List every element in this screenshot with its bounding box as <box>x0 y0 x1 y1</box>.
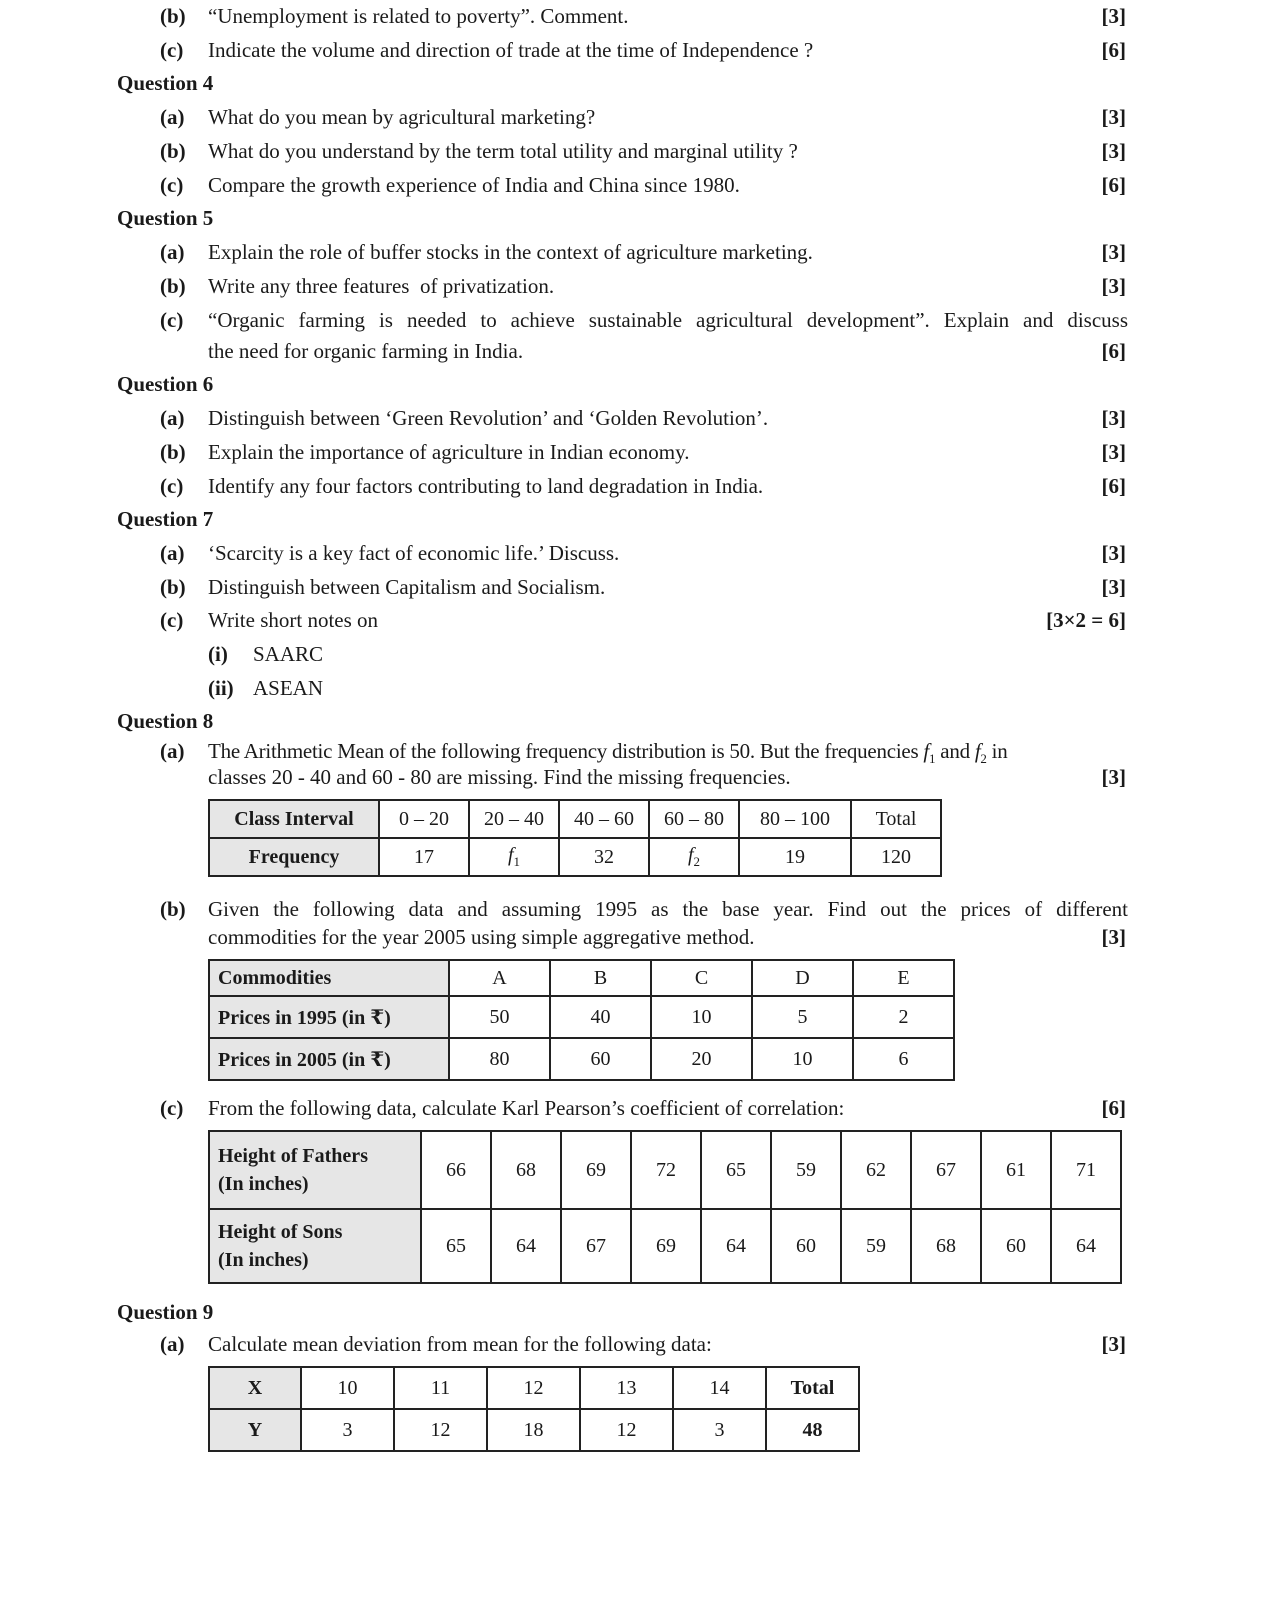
part-label: (c) <box>160 608 184 632</box>
part-marks: [3] <box>1101 440 1126 464</box>
subscript: 1 <box>513 854 521 869</box>
part-text: What do you understand by the term total utility and marginal utility ? <box>208 139 798 163</box>
table-cell: 60 <box>981 1209 1051 1283</box>
part-marks: [3] <box>1101 765 1126 789</box>
table-cell: 20 <box>651 1038 752 1080</box>
part-marks: [3] <box>1101 406 1126 430</box>
table-cell: 50 <box>449 996 550 1038</box>
table-cell: 80 – 100 <box>739 800 851 838</box>
table-cell <box>469 838 559 876</box>
part-marks: [3] <box>1101 575 1126 599</box>
table-cell: 12 <box>487 1367 580 1409</box>
part-text: Distinguish between Capitalism and Socialism. <box>208 575 606 599</box>
question-7-heading: Question 7 <box>117 507 214 531</box>
part-marks: [3] <box>1101 240 1126 264</box>
subscript: 2 <box>693 854 701 869</box>
table-cell: 6 <box>853 1038 954 1080</box>
table-cell: 120 <box>851 838 941 876</box>
table-cell: A <box>449 960 550 996</box>
part-text: Compare the growth experience of India and China since 1980. <box>208 173 740 197</box>
part-label: (a) <box>160 406 185 430</box>
part-label: (b) <box>160 139 186 163</box>
question-4-heading: Question 4 <box>117 71 214 95</box>
table-cell: 60 <box>550 1038 651 1080</box>
part-marks: [3×2 = 6] <box>1046 608 1126 632</box>
part-label: (a) <box>160 240 185 264</box>
part-label: (b) <box>160 575 186 599</box>
commodity-prices-table <box>208 959 955 1081</box>
part-label: (b) <box>160 4 186 28</box>
part-marks: [3] <box>1101 541 1126 565</box>
table-cell: 66 <box>421 1131 491 1209</box>
subpart-text: SAARC <box>253 642 324 666</box>
part-text: What do you mean by agricultural marketing? <box>208 105 596 129</box>
part-text: Distinguish between ‘Green Revolution’ and ‘Golden Revolution’. <box>208 406 769 430</box>
question-5-heading: Question 5 <box>117 206 214 230</box>
table-row <box>209 1367 859 1409</box>
part-text-continued: commodities for the year 2005 using simple aggregative method. <box>208 925 755 949</box>
table-row <box>209 1131 1121 1209</box>
table-row <box>209 1209 1121 1283</box>
part-marks: [3] <box>1101 1332 1126 1356</box>
var-f1: f <box>923 739 929 763</box>
table-cell: 69 <box>631 1209 701 1283</box>
var-f2: f <box>687 844 694 866</box>
part-text: “Unemployment is related to poverty”. Comment. <box>208 4 629 28</box>
table-cell: 60 <box>771 1209 841 1283</box>
table-header-cell: X <box>209 1367 301 1409</box>
table-cell: 67 <box>561 1209 631 1283</box>
table-cell: 12 <box>580 1409 673 1451</box>
part-label: (c) <box>160 474 184 498</box>
table-cell: 17 <box>379 838 469 876</box>
part-label: (c) <box>160 173 184 197</box>
part-label: (c) <box>160 38 184 62</box>
table-cell: 59 <box>771 1131 841 1209</box>
table-cell: 10 <box>651 996 752 1038</box>
part-marks: [6] <box>1101 38 1126 62</box>
table-cell: 72 <box>631 1131 701 1209</box>
subscript: 1 <box>929 751 936 767</box>
subpart-label: (ii) <box>208 676 234 700</box>
table-cell: B <box>550 960 651 996</box>
table-cell: E <box>853 960 954 996</box>
table-row <box>209 1038 954 1080</box>
table-cell: D <box>752 960 853 996</box>
part-marks: [6] <box>1101 1096 1126 1120</box>
table-cell: 2 <box>853 996 954 1038</box>
table-cell: 19 <box>739 838 851 876</box>
table-cell: 71 <box>1051 1131 1121 1209</box>
subpart-text: ASEAN <box>253 676 324 700</box>
part-marks: [6] <box>1101 474 1126 498</box>
table-cell: 59 <box>841 1209 911 1283</box>
table-cell: 13 <box>580 1367 673 1409</box>
table-cell: 12 <box>394 1409 487 1451</box>
table-header-cell: Frequency <box>209 838 379 876</box>
var-f2: f <box>974 739 981 763</box>
question-9-heading: Question 9 <box>117 1300 214 1324</box>
table-cell: 14 <box>673 1367 766 1409</box>
table-cell: 5 <box>752 996 853 1038</box>
table-header-cell: Class Interval <box>209 800 379 838</box>
table-cell: Total <box>766 1367 859 1409</box>
part-label: (b) <box>160 897 186 921</box>
table-header-cell <box>209 1131 421 1209</box>
part-label: (b) <box>160 440 186 464</box>
var-f1: f <box>507 844 514 866</box>
part-label: (b) <box>160 274 186 298</box>
table-cell: 80 <box>449 1038 550 1080</box>
part-text: Explain the role of buffer stocks in the context of agriculture marketing. <box>208 240 813 264</box>
part-text: Calculate mean deviation from mean for the following data: <box>208 1332 712 1356</box>
part-text: Identify any four factors contributing to land degradation in India. <box>208 474 764 498</box>
part-text: From the following data, calculate Karl Pearson’s coefficient of correlation: <box>208 1096 845 1120</box>
part-marks: [3] <box>1101 139 1126 163</box>
part-text: Indicate the volume and direction of trade at the time of Independence ? <box>208 38 814 62</box>
part-text-continued: classes 20 - 40 and 60 - 80 are missing. Find the missing frequencies. <box>208 765 791 789</box>
table-row <box>209 960 954 996</box>
table-header-cell: Commodities <box>209 960 449 996</box>
table-cell: 67 <box>911 1131 981 1209</box>
table-cell: 10 <box>301 1367 394 1409</box>
header-line: (In inches) <box>218 1249 309 1271</box>
table-cell: 61 <box>981 1131 1051 1209</box>
header-line: Height of Fathers <box>218 1145 368 1167</box>
text-segment: The Arithmetic Mean of the following frequency distribution is 50. But the frequencies <box>208 739 924 763</box>
table-cell: 3 <box>301 1409 394 1451</box>
part-text: Write short notes on <box>208 608 379 632</box>
table-cell: 48 <box>766 1409 859 1451</box>
table-cell: 60 – 80 <box>649 800 739 838</box>
table-cell: 64 <box>491 1209 561 1283</box>
table-cell <box>649 838 739 876</box>
table-cell: 65 <box>701 1131 771 1209</box>
header-line: Height of Sons <box>218 1221 343 1243</box>
part-label: (a) <box>160 105 185 129</box>
part-label: (a) <box>160 739 185 763</box>
height-correlation-table <box>208 1130 1122 1284</box>
part-text: ‘Scarcity is a key fact of economic life.’ Discuss. <box>208 541 620 565</box>
mean-deviation-table <box>208 1366 860 1452</box>
table-row <box>209 800 941 838</box>
table-row <box>209 996 954 1038</box>
frequency-table <box>208 799 942 877</box>
part-label: (c) <box>160 1096 184 1120</box>
subscript: 2 <box>980 751 987 767</box>
table-cell: 40 <box>550 996 651 1038</box>
question-8-heading: Question 8 <box>117 709 214 733</box>
table-cell: 62 <box>841 1131 911 1209</box>
part-marks: [3] <box>1101 4 1126 28</box>
table-header-cell: Prices in 2005 (in ₹) <box>209 1038 449 1080</box>
table-cell: 11 <box>394 1367 487 1409</box>
table-cell: 65 <box>421 1209 491 1283</box>
table-cell: 68 <box>491 1131 561 1209</box>
part-text: Explain the importance of agriculture in Indian economy. <box>208 440 690 464</box>
table-cell: 3 <box>673 1409 766 1451</box>
table-header-cell: Prices in 1995 (in ₹) <box>209 996 449 1038</box>
table-header-cell <box>209 1209 421 1283</box>
text-segment: and <box>935 739 975 763</box>
table-cell: 0 – 20 <box>379 800 469 838</box>
table-cell: 64 <box>701 1209 771 1283</box>
part-text-continued: the need for organic farming in India. <box>208 339 524 363</box>
table-cell: Total <box>851 800 941 838</box>
part-marks: [6] <box>1101 173 1126 197</box>
header-line: (In inches) <box>218 1173 309 1195</box>
part-text: “Organic farming is needed to achieve sustainable agricultural development”. Explain and discuss <box>208 308 1128 332</box>
part-marks: [3] <box>1101 105 1126 129</box>
table-cell: 18 <box>487 1409 580 1451</box>
part-marks: [3] <box>1101 274 1126 298</box>
table-cell: 32 <box>559 838 649 876</box>
part-label: (a) <box>160 1332 185 1356</box>
question-6-heading: Question 6 <box>117 372 214 396</box>
text-segment: in <box>986 739 1008 763</box>
part-text: Write any three features of privatization. <box>208 274 555 298</box>
part-marks: [3] <box>1101 925 1126 949</box>
subpart-label: (i) <box>208 642 228 666</box>
table-cell: 68 <box>911 1209 981 1283</box>
part-text: Given the following data and assuming 1995 as the base year. Find out the prices of different <box>208 897 1128 921</box>
table-header-cell: Y <box>209 1409 301 1451</box>
table-cell: C <box>651 960 752 996</box>
part-label: (c) <box>160 308 184 332</box>
table-cell: 40 – 60 <box>559 800 649 838</box>
table-cell: 69 <box>561 1131 631 1209</box>
table-cell: 64 <box>1051 1209 1121 1283</box>
part-marks: [6] <box>1101 339 1126 363</box>
table-cell: 20 – 40 <box>469 800 559 838</box>
table-row <box>209 1409 859 1451</box>
table-cell: 10 <box>752 1038 853 1080</box>
part-label: (a) <box>160 541 185 565</box>
table-row <box>209 838 941 876</box>
